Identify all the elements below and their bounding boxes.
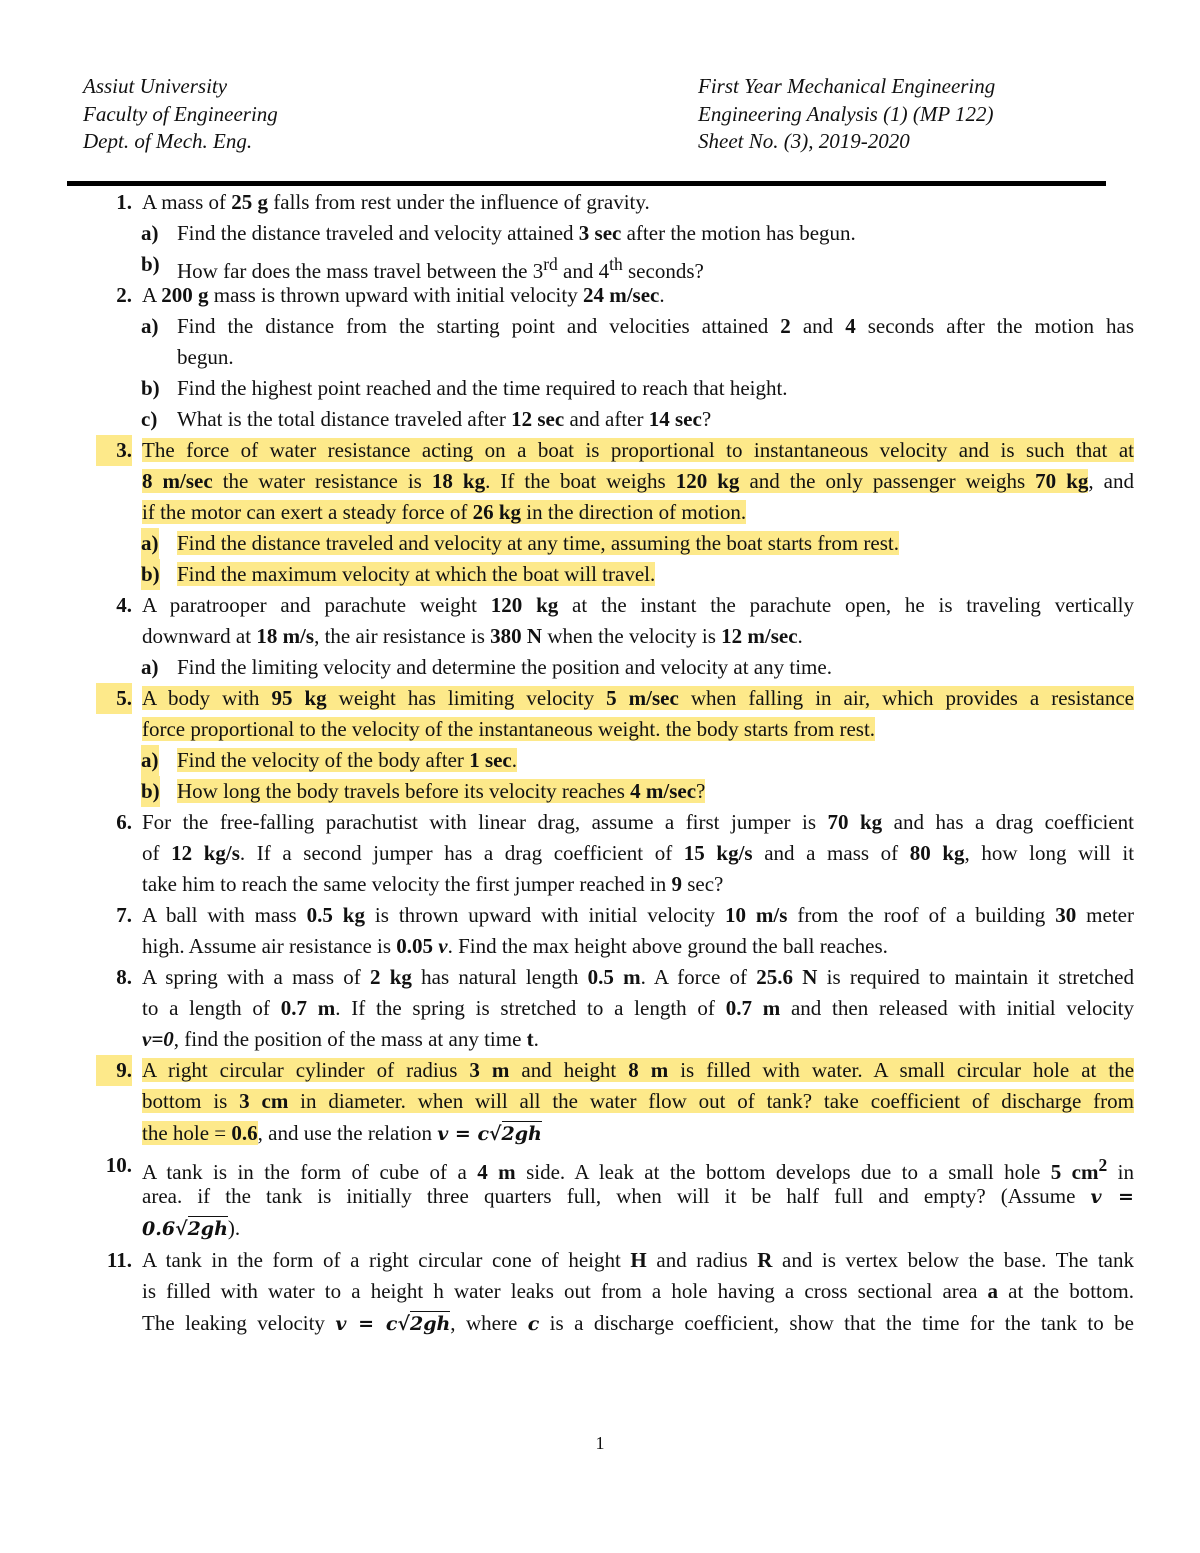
part-text: Find the distance from the starting point and velocities attained 2 and 4 seconds after the motion has (177, 314, 1134, 338)
problem-text: A right circular cylinder of radius 3 m and height 8 m is filled with water. A small circular hole at the (142, 1058, 1135, 1082)
problem-text: is filled with water to a height h water leaks out from a hole having a cross sectional area a at the bottom. (142, 1279, 1134, 1303)
part-text: How far does the mass travel between the 3rd and 4th seconds? (177, 254, 704, 283)
problem-2-part-a-cont (96, 342, 1134, 373)
part-label: b) (141, 559, 160, 590)
problem-3-cont-2 (96, 497, 1134, 528)
problem-9 (96, 1055, 1134, 1086)
part-label: a) (141, 745, 159, 776)
problem-text: force proportional to the velocity of the instantaneous weight. the body starts from rest. (142, 717, 876, 741)
problem-9-cont-1 (96, 1086, 1134, 1117)
problem-2-part-a (96, 311, 1134, 342)
problem-number: 11. (106, 1248, 132, 1272)
problem-4-cont (96, 621, 1134, 652)
problem-text: the hole = 0.6, and use the relation v = c√2gh (142, 1121, 542, 1145)
problem-number: 10. (105, 1153, 132, 1177)
part-label: a) (141, 655, 159, 679)
problem-11 (96, 1245, 1134, 1276)
problem-text: if the motor can exert a steady force of 26 kg in the direction of motion. (142, 500, 747, 524)
part-text: Find the limiting velocity and determine the position and velocity at any time. (177, 655, 832, 679)
problem-1 (96, 187, 1134, 218)
problem-text: The leaking velocity v = c√2gh, where c is a discharge coefficient, show that the time for the tank to be (142, 1311, 1134, 1335)
problem-text: of 12 kg/s. If a second jumper has a drag coefficient of 15 kg/s and a mass of 80 kg, how long will it (142, 841, 1135, 865)
problem-number: 9. (96, 1055, 132, 1086)
header-right (698, 73, 995, 156)
problem-text: For the free-falling parachutist with linear drag, assume a first jumper is 70 kg and has a drag coefficient (142, 810, 1135, 834)
problem-6 (96, 807, 1134, 838)
header-rule (67, 181, 1106, 186)
problem-10-cont-1 (96, 1181, 1134, 1212)
problem-text: downward at 18 m/s, the air resistance is 380 N when the velocity is 12 m/sec. (142, 624, 803, 648)
university-name: Assiut University (83, 74, 228, 98)
velocity-formula: 0.6√2gh (142, 1218, 228, 1240)
part-label: b) (141, 376, 160, 400)
problem-8 (96, 962, 1134, 993)
problem-3-part-b (96, 559, 1134, 590)
problem-4 (96, 590, 1134, 621)
faculty-name: Faculty of Engineering (83, 101, 278, 126)
part-text: Find the velocity of the body after 1 sec. (177, 748, 518, 772)
problem-5 (96, 683, 1134, 714)
problem-1-part-a (96, 218, 1134, 249)
problem-9-cont-2 (96, 1117, 1134, 1150)
problem-number: 6. (116, 810, 132, 834)
problem-number: 8. (116, 965, 132, 989)
problem-number: 7. (116, 903, 132, 927)
problem-text: 8 m/sec the water resistance is 18 kg. If the boat weighs 120 kg and the only passenger weighs 70 kg, and (142, 469, 1134, 493)
problem-10 (96, 1150, 1134, 1184)
problem-7-cont (96, 931, 1134, 962)
part-text: Find the maximum velocity at which the boat will travel. (177, 562, 656, 586)
problem-list (96, 187, 1134, 1340)
year-label: First Year Mechanical Engineering (698, 74, 996, 98)
problem-text: A spring with a mass of 2 kg has natural length 0.5 m. A force of 25.6 N is required to maintain it stretched (142, 965, 1134, 989)
problem-3 (96, 435, 1134, 466)
problem-5-part-a (96, 745, 1134, 776)
department-name: Dept. of Mech. Eng. (83, 129, 253, 153)
velocity-formula: v = c√2gh (335, 1313, 451, 1335)
problem-4-part-a (96, 652, 1134, 683)
problem-10-cont-2 (96, 1212, 1134, 1245)
problem-text: A mass of 25 g falls from rest under the influence of gravity. (142, 190, 650, 214)
problem-text: A body with 95 kg weight has limiting velocity 5 m/sec when falling in air, which provides a resistance (142, 686, 1134, 710)
problem-text: bottom is 3 cm in diameter. when will all the water flow out of tank? take coefficient of discharge from (142, 1089, 1134, 1113)
problem-text: area. if the tank is initially three quarters full, when will it be half full and empty? (Assume v = (142, 1184, 1134, 1208)
problem-11-cont-2 (96, 1307, 1134, 1340)
problem-number: 3. (96, 435, 132, 466)
problem-2-part-c (96, 404, 1134, 435)
part-label: a) (141, 528, 159, 559)
part-text: How long the body travels before its velocity reaches 4 m/sec? (177, 779, 706, 803)
problem-6-cont-1 (96, 838, 1134, 869)
problem-number: 5. (96, 683, 132, 714)
problem-5-cont (96, 714, 1134, 745)
problem-3-cont-1 (96, 466, 1134, 497)
part-label: a) (141, 221, 159, 245)
sheet-label: Sheet No. (3), 2019-2020 (698, 129, 910, 153)
part-text: begun. (177, 345, 234, 369)
problem-text: A paratrooper and parachute weight 120 kg at the instant the parachute open, he is traveling vertically (142, 593, 1135, 617)
problem-6-cont-2 (96, 869, 1134, 900)
problem-3-part-a (96, 528, 1134, 559)
part-label: c) (141, 407, 158, 431)
problem-text: A tank in the form of a right circular cone of height H and radius R and is vertex below the base. The tank (142, 1248, 1134, 1272)
problem-text: 0.6√2gh). (142, 1216, 241, 1240)
problem-2 (96, 280, 1134, 311)
problem-text: The force of water resistance acting on a boat is proportional to instantaneous velocity and is such that at (142, 438, 1134, 462)
problem-text: take him to reach the same velocity the first jumper reached in 9 sec? (142, 872, 724, 896)
problem-text: to a length of 0.7 m. If the spring is stretched to a length of 0.7 m and then released with initial velocity (142, 996, 1135, 1020)
part-label: b) (141, 252, 160, 276)
course-label: Engineering Analysis (1) (MP 122) (698, 101, 994, 126)
problem-number: 1. (116, 190, 132, 214)
part-label: a) (141, 314, 159, 338)
part-text: Find the distance traveled and velocity at any time, assuming the boat starts from rest. (177, 531, 899, 555)
velocity-formula: v = c√2gh (437, 1123, 542, 1145)
header-left (83, 73, 278, 156)
problem-7 (96, 900, 1134, 931)
part-text: Find the highest point reached and the time required to reach that height. (177, 376, 788, 400)
part-text: Find the distance traveled and velocity attained 3 sec after the motion has begun. (177, 221, 856, 245)
problem-text: A 200 g mass is thrown upward with initial velocity 24 m/sec. (142, 283, 665, 307)
problem-8-cont-1 (96, 993, 1134, 1024)
problem-text: A tank is in the form of cube of a 4 m side. A leak at the bottom develops due to a small hole 5 $cm^2$ in (142, 1155, 1134, 1184)
problem-number: 2. (116, 283, 132, 307)
problem-text: A ball with mass 0.5 kg is thrown upward with initial velocity 10 m/s from the roof of a building 30 meter (142, 903, 1134, 927)
problem-1-part-b (96, 249, 1134, 283)
problem-8-cont-2 (96, 1024, 1134, 1055)
problem-number: 4. (116, 593, 132, 617)
problem-11-cont-1 (96, 1276, 1134, 1307)
problem-2-part-b (96, 373, 1134, 404)
part-label: b) (141, 776, 160, 807)
problem-5-part-b (96, 776, 1134, 807)
problem-text: high. Assume air resistance is 0.05 v. Find the max height above ground the ball reaches. (142, 934, 888, 958)
part-text: What is the total distance traveled after 12 sec and after 14 sec? (177, 407, 712, 431)
problem-text: v=0, find the position of the mass at any time t. (142, 1027, 539, 1051)
page-number: 1 (595, 1433, 605, 1453)
